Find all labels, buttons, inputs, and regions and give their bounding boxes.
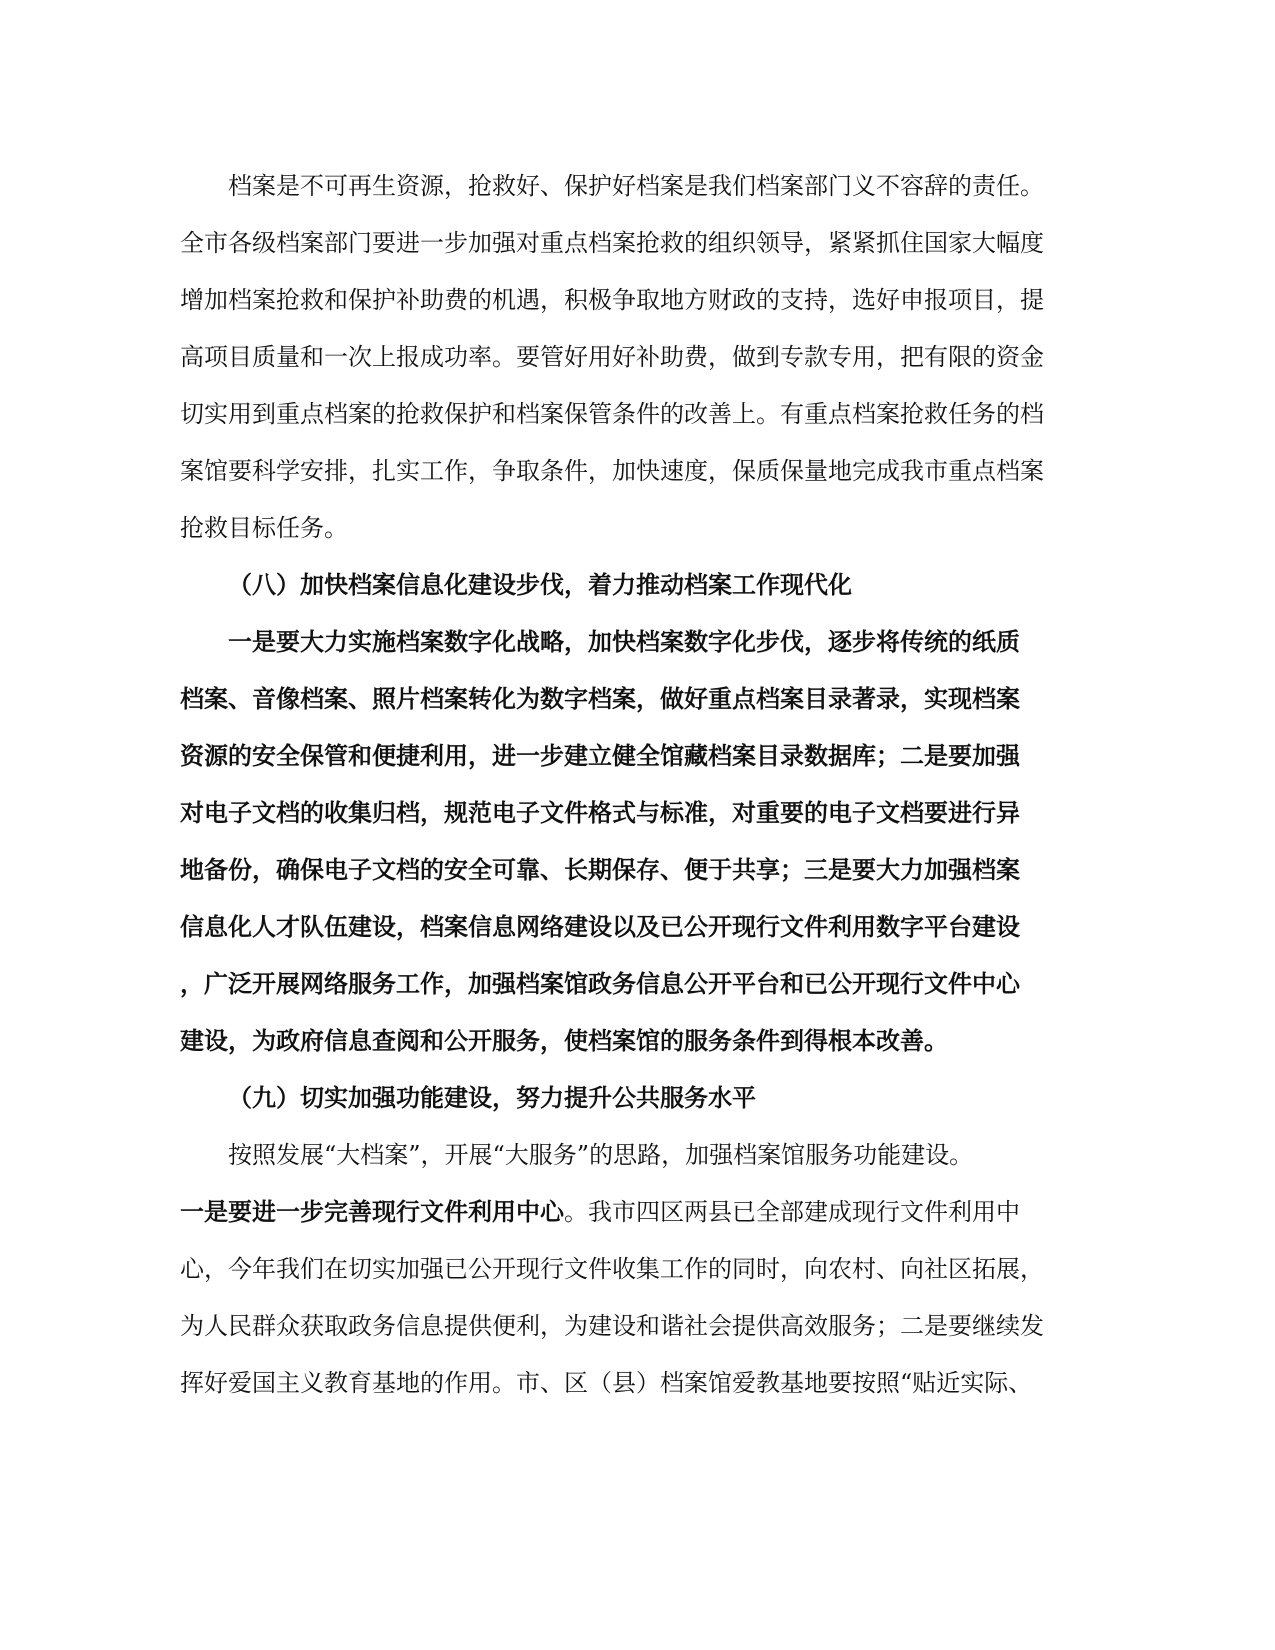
paragraph-2-line-1: 一是要大力实施档案数字化战略，加快档案数字化步伐，逐步将传统的纸质 xyxy=(228,628,1020,656)
paragraph-1-line-6: 案馆要科学安排，扎实工作，争取条件，加快速度，保质保量地完成我市重点档案 xyxy=(180,457,1044,485)
paragraph-3-line-5: 挥好爱国主义教育基地的作用。市、区（县）档案馆爱教基地要按照“贴近实际、 xyxy=(180,1369,1033,1397)
paragraph-1-line-5: 切实用到重点档案的抢救保护和档案保管条件的改善上。有重点档案抢救任务的档 xyxy=(180,400,1044,428)
section-heading-8: （八）加快档案信息化建设步伐，着力推动档案工作现代化 xyxy=(228,571,852,599)
paragraph-1-line-1: 档案是不可再生资源，抢救好、保护好档案是我们档案部门义不容辞的责任。 xyxy=(228,172,1044,200)
paragraph-2-line-8: 建设，为政府信息查阅和公开服务，使档案馆的服务条件到得根本改善。 xyxy=(180,1027,948,1055)
paragraph-3-line-2-rest: 。我市四区两县已全部建成现行文件利用中 xyxy=(564,1198,1020,1226)
section-heading-9: （九）切实加强功能建设，努力提升公共服务水平 xyxy=(228,1084,756,1112)
document-page xyxy=(180,158,1085,1412)
paragraph-3-line-3: 心，今年我们在切实加强已公开现行文件收集工作的同时，向农村、向社区拓展， xyxy=(180,1255,1044,1283)
paragraph-2-line-4: 对电子文档的收集归档，规范电子文件格式与标准，对重要的电子文档要进行异 xyxy=(180,799,1020,827)
paragraph-1-line-3: 增加档案抢救和保护补助费的机遇，积极争取地方财政的支持，选好申报项目，提 xyxy=(180,286,1044,314)
paragraph-3-bold-lead: 一是要进一步完善现行文件利用中心 xyxy=(180,1198,564,1226)
paragraph-3-line-2 xyxy=(180,1184,1085,1241)
paragraph-2-line-6: 信息化人才队伍建设，档案信息网络建设以及已公开现行文件利用数字平台建设 xyxy=(180,913,1020,941)
paragraph-3-line-1: 按照发展“大档案”，开展“大服务”的思路，加强档案馆服务功能建设。 xyxy=(228,1141,974,1169)
paragraph-2-line-2: 档案、音像档案、照片档案转化为数字档案，做好重点档案目录著录，实现档案 xyxy=(180,685,1020,713)
paragraph-1-line-4: 高项目质量和一次上报成功率。要管好用好补助费，做到专款专用，把有限的资金 xyxy=(180,343,1044,371)
paragraph-1-line-2: 全市各级档案部门要进一步加强对重点档案抢救的组织领导，紧紧抓住国家大幅度 xyxy=(180,229,1044,257)
paragraph-2-line-7: ，广泛开展网络服务工作，加强档案馆政务信息公开平台和已公开现行文件中心 xyxy=(180,970,1020,998)
paragraph-2-line-3: 资源的安全保管和便捷利用，进一步建立健全馆藏档案目录数据库；二是要加强 xyxy=(180,742,1020,770)
paragraph-2-line-5: 地备份，确保电子文档的安全可靠、长期保存、便于共享；三是要大力加强档案 xyxy=(180,856,1020,884)
paragraph-3-line-4: 为人民群众获取政务信息提供便利，为建设和谐社会提供高效服务；二是要继续发 xyxy=(180,1312,1044,1340)
paragraph-1-line-7: 抢救目标任务。 xyxy=(180,514,348,542)
